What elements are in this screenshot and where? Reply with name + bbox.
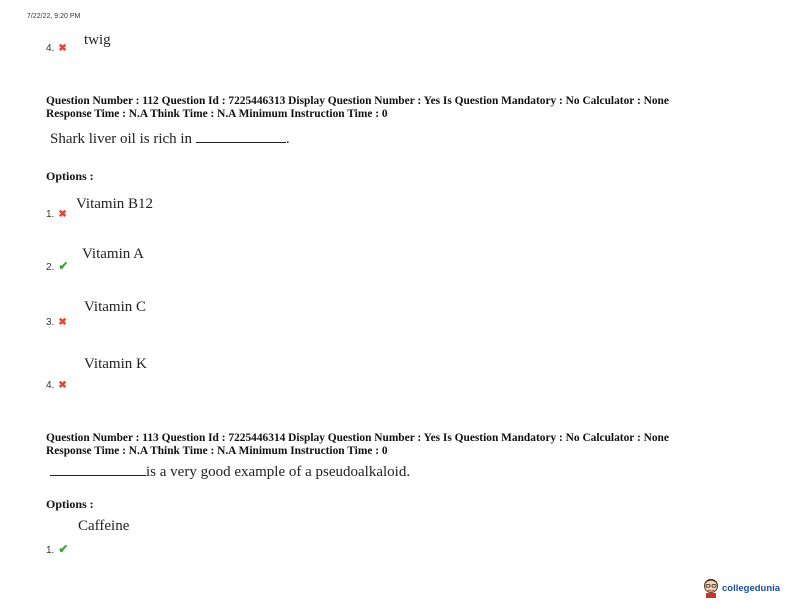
q112-meta-line2: Response Time : N.A Think Time : N.A Minimum Instruction Time : 0 bbox=[46, 108, 388, 120]
question-text: is a very good example of a pseudoalkaloid. bbox=[146, 464, 411, 480]
print-timestamp: 7/22/22, 9:20 PM bbox=[27, 13, 81, 20]
q112-option-4-number bbox=[46, 380, 67, 391]
question-text: Shark liver oil is rich in bbox=[50, 131, 193, 147]
cross-icon: ✖ bbox=[58, 317, 67, 328]
answer-blank bbox=[196, 131, 286, 143]
option-number-label: 4. bbox=[46, 380, 55, 391]
q112-option-3-text: Vitamin C bbox=[84, 299, 147, 315]
mascot-icon bbox=[702, 578, 720, 598]
option-number-label: 3. bbox=[46, 317, 55, 328]
question-end: . bbox=[285, 131, 290, 147]
q112-option-2-text: Vitamin A bbox=[82, 246, 145, 262]
q112-question-text bbox=[50, 131, 290, 148]
prev-option-number bbox=[46, 43, 67, 54]
check-icon: ✔ bbox=[58, 542, 69, 556]
logo-text-block bbox=[722, 583, 780, 594]
q112-option-4-text: Vitamin K bbox=[84, 356, 147, 372]
q112-option-1-number bbox=[46, 209, 67, 220]
collegedunia-logo bbox=[702, 578, 780, 598]
q112-option-3-number bbox=[46, 317, 67, 328]
cross-icon: ✖ bbox=[58, 209, 67, 220]
q113-question-text bbox=[50, 464, 410, 481]
q112-option-1-text: Vitamin B12 bbox=[76, 196, 154, 212]
q113-option-1-number bbox=[46, 542, 68, 556]
option-number-label: 1. bbox=[46, 209, 55, 220]
check-icon: ✔ bbox=[58, 259, 69, 273]
q112-meta-line1: Question Number : 112 Question Id : 7225446313 Display Question Number : Yes Is Question Mandatory : No Calculator : None bbox=[46, 95, 669, 107]
answer-blank bbox=[50, 464, 146, 476]
q113-meta-line2: Response Time : N.A Think Time : N.A Minimum Instruction Time : 0 bbox=[46, 445, 388, 457]
q113-options-label: Options : bbox=[46, 497, 94, 511]
cross-icon: ✖ bbox=[58, 380, 67, 391]
cross-icon: ✖ bbox=[58, 43, 67, 54]
option-number-label: 4. bbox=[46, 43, 55, 54]
option-number-label: 2. bbox=[46, 262, 55, 273]
q113-meta-line1: Question Number : 113 Question Id : 7225446314 Display Question Number : Yes Is Question Mandatory : No Calculator : None bbox=[46, 432, 669, 444]
q112-options-label: Options : bbox=[46, 169, 94, 183]
option-number-label: 1. bbox=[46, 545, 55, 556]
q112-option-2-number bbox=[46, 259, 68, 273]
q113-option-1-text: Caffeine bbox=[78, 518, 130, 534]
prev-option-text: twig bbox=[84, 32, 111, 48]
logo-wordmark: collegedunia bbox=[722, 582, 781, 594]
